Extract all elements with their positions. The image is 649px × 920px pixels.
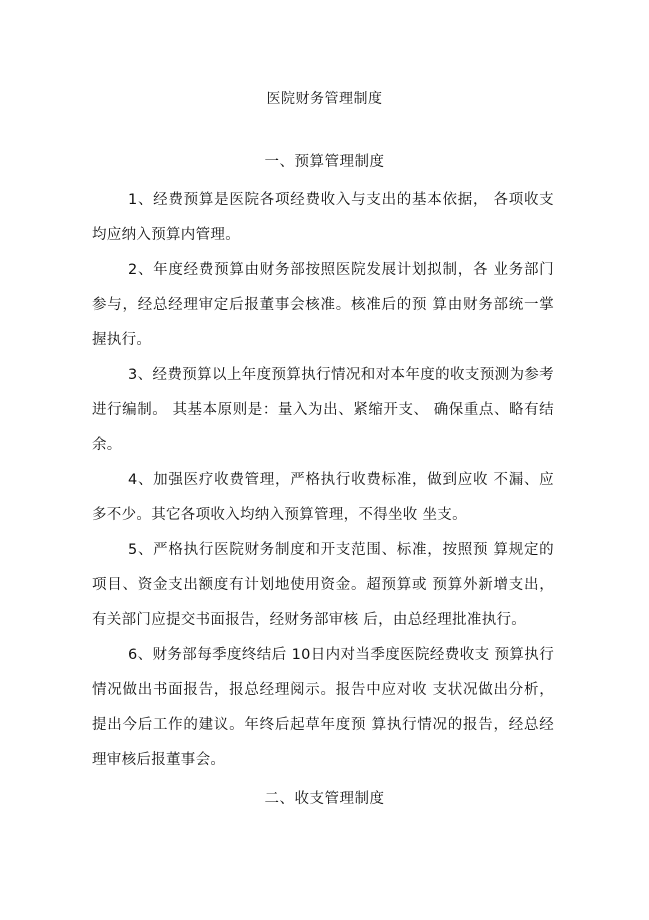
- document-title: 医院财务管理制度: [266, 91, 383, 107]
- paragraph-3: 3、经费预算以上年度预算执行情况和对本年度的收支预测为参考进行编制。 其基本原则是：量入为出、紧缩开支、 确保重点、略有结余。: [92, 367, 554, 453]
- paragraph-2: 2、年度经费预算由财务部按照医院发展计划拟制，各 业务部门参与，经总经理审定后报董事会核准。核准后的预 算由财务部统一掌握执行。: [92, 262, 554, 348]
- section-heading-budget: 一、预算管理制度: [264, 154, 385, 170]
- paragraph-5: 5、严格执行医院财务制度和开支范围、标准，按照预 算规定的项目、资金支出额度有计划地使用资金。超预算或 预算外新增支出，有关部门应提交书面报告，经财务部审核 后，由总经理批准执行。: [92, 542, 554, 628]
- paragraph-1: 1、经费预算是医院各项经费收入与支出的基本依据， 各项收支均应纳入预算内管理。: [92, 192, 554, 243]
- paragraph-6: 6、财务部每季度终结后 10日内对当季度医院经费收支 预算执行情况做出书面报告，报总经理阅示。报告中应对收 支状况做出分析，提出今后工作的建议。年终后起草年度预 算执行情况的报告，经总经理审核后报董事会。: [92, 647, 554, 768]
- section-heading-income-expense: 二、收支管理制度: [264, 791, 385, 807]
- paragraph-4: 4、加强医疗收费管理，严格执行收费标准，做到应收 不漏、应多不少。其它各项收入均纳入预算管理，不得坐收 坐支。: [92, 472, 554, 523]
- section-body-budget: [92, 183, 554, 778]
